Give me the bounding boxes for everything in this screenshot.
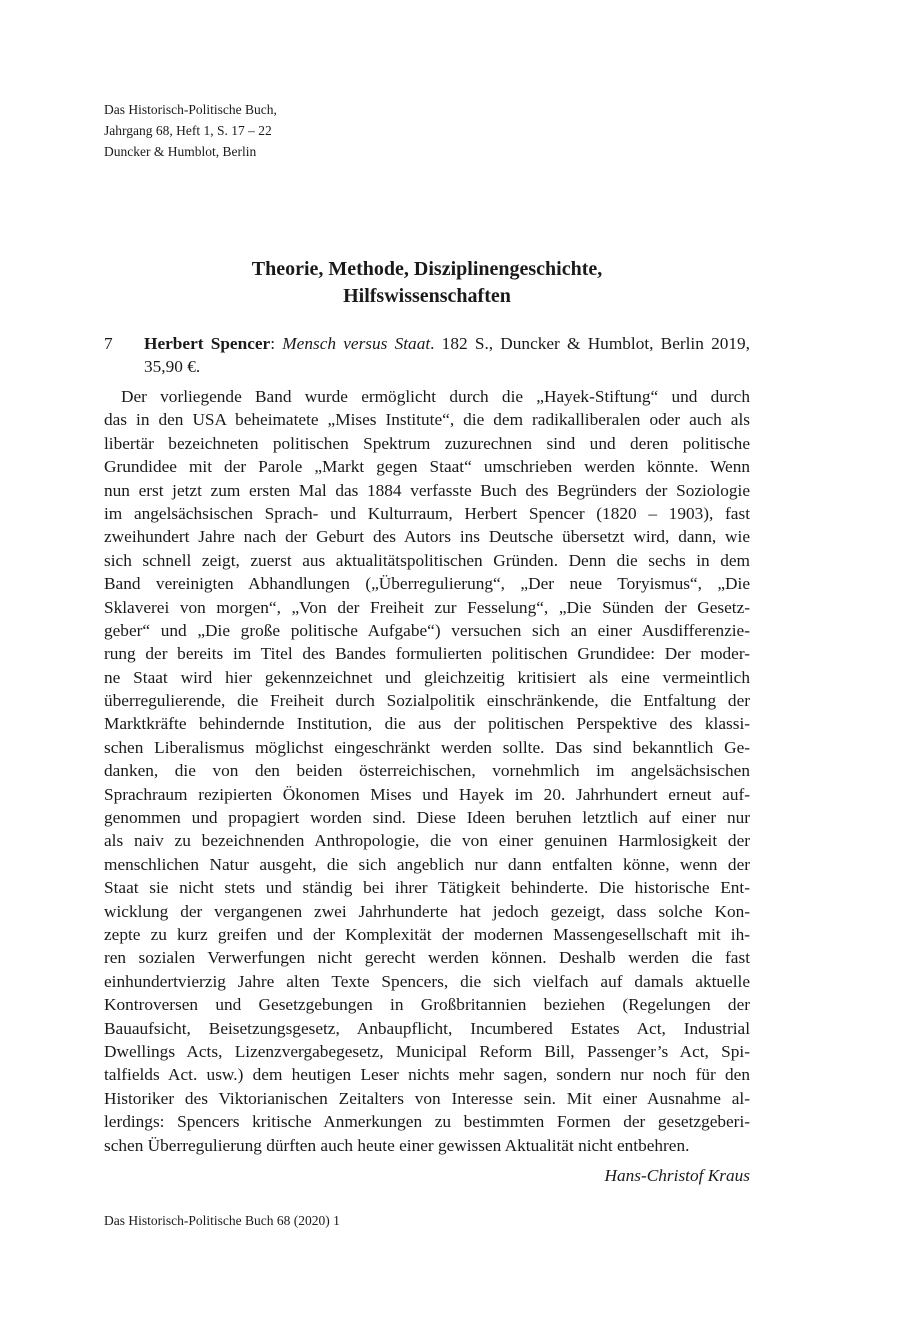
body-line: Sklaverei von morgen“, „Von der Freiheit zur Fesselung“, „Die Sünden der Gesetz- [104,597,750,617]
book-details: . 182 S., Duncker & Humblot, Berlin 2019, 35,90 €. [144,334,750,377]
section-title-line: Theorie, Methode, Disziplinengeschichte, [251,258,603,280]
body-line: Band vereinigten Abhandlungen („Überregulierung“, „Der neue Toryismus“, „Die [104,574,750,594]
entry-number: 7 [104,334,113,353]
section-title-line: Hilfswissenschaften [343,285,511,307]
body-line: ren sozialen Verwerfungen nicht gerecht werden können. Deshalb werden die fast [104,948,750,968]
journal-header-line: Jahrgang 68, Heft 1, S. 17 – 22 [104,123,272,138]
body-line: zepte zu kurz greifen und der Komplexität der modernen Massengesellschaft mit ih- [104,924,750,944]
body-line: überregulierende, die Freiheit durch Sozialpolitik einschränkende, die Entfaltung der [104,691,750,711]
body-line: Marktkräfte behindernde Institution, die aus der politischen Perspektive des klassi- [104,714,750,734]
body-line: einhundertvierzig Jahre alten Texte Spencers, die sich vielfach auf damals aktuelle [104,971,750,991]
body-line: Grundidee mit der Parole „Markt gegen Staat“ umschrieben werden könnte. Wenn [104,457,750,477]
body-line: wicklung der vergangenen zwei Jahrhunderte hat jedoch gezeigt, dass solche Kon- [104,901,750,921]
body-line: Staat sie nicht stets und ständig bei ihrer Tätigkeit behinderte. Die historische Ent- [104,878,750,898]
journal-header-line: Duncker & Humblot, Berlin [104,144,257,159]
bibliographic-reference [144,332,750,379]
body-line: Bauaufsicht, Beisetzungsgesetz, Anbaupflicht, Incumbered Estates Act, Industrial [104,1018,750,1038]
body-line: Kontroversen und Gesetzgebungen in Großbritannien beziehen (Regelungen der [104,995,750,1015]
review-body [104,385,750,1157]
body-line: nun erst jetzt zum ersten Mal das 1884 verfasste Buch des Begründers der Soziologie [104,480,750,500]
journal-header [104,99,277,162]
body-line: rung der bereits im Titel des Bandes formulierten politischen Grundidee: Der moder- [104,644,750,664]
body-line: talfields Act. usw.) dem heutigen Leser nichts mehr sagen, sondern nur noch für den [104,1065,750,1085]
body-line: das in den USA beheimatete „Mises Institute“, die dem radikalliberalen oder auch als [104,410,750,430]
body-line: Sprachraum rezipierten Ökonomen Mises und Hayek im 20. Jahrhundert erneut auf- [104,784,750,804]
book-title: Mensch versus Staat [282,334,431,353]
body-line: menschlichen Natur ausgeht, die sich angeblich nur dann entfalten könne, wenn der [104,854,750,874]
body-line: schen Überregulierung dürften auch heute einer gewissen Aktualität nicht entbehren. [104,1135,690,1155]
body-line: libertär bezeichneten politischen Spektrum zuzurechnen sind und deren politische [104,433,750,453]
book-author: Herbert Spencer [144,334,271,353]
body-line: im angelsächsischen Sprach- und Kulturraum, Herbert Spencer (1820 – 1903), fast [104,503,750,523]
author-separator: : [270,334,283,353]
body-line: geber“ und „Die große politische Aufgabe“) versuchen sich an einer Ausdifferenzie- [104,620,750,640]
body-line: genommen und propagiert worden sind. Diese Ideen beruhen letztlich auf einer nur [104,808,750,828]
page-footer: Das Historisch-Politische Buch 68 (2020) 1 [104,1213,340,1228]
body-line: sich schnell zeigt, zuerst aus aktualitätspolitischen Gründen. Denn die sechs in dem [104,550,750,570]
body-line: Dwellings Acts, Lizenzvergabegesetz, Municipal Reform Bill, Passenger’s Act, Spi- [104,1041,750,1061]
body-line: lerdings: Spencers kritische Anmerkungen zu bestimmten Formen der gesetzgeberi- [104,1112,750,1132]
body-line: als naiv zu bezeichnenden Anthropologie, die von einer genuinen Harmlosigkeit der [104,831,750,851]
journal-header-line: Das Historisch-Politische Buch, [104,102,277,117]
body-line: ne Staat wird hier gekennzeichnet und gleichzeitig kritisiert als eine vermeintlich [104,667,750,687]
body-line: Historiker des Viktorianischen Zeitalters von Interesse sein. Mit einer Ausnahme al- [104,1088,750,1108]
body-line: danken, die von den beiden österreichischen, vornehmlich im angelsächsischen [104,761,750,781]
review-entry-reference [104,332,750,379]
section-title [104,256,750,310]
body-line: Der vorliegende Band wurde ermöglicht durch die „Hayek-Stiftung“ und durch [121,387,750,406]
reviewer-signature: Hans-Christof Kraus [604,1166,750,1185]
body-line: zweihundert Jahre nach der Geburt des Autors ins Deutsche übersetzt wird, dann, wie [104,527,750,547]
body-line: schen Liberalismus möglichst eingeschränkt werden sollte. Das sind bekanntlich Ge- [104,737,750,757]
